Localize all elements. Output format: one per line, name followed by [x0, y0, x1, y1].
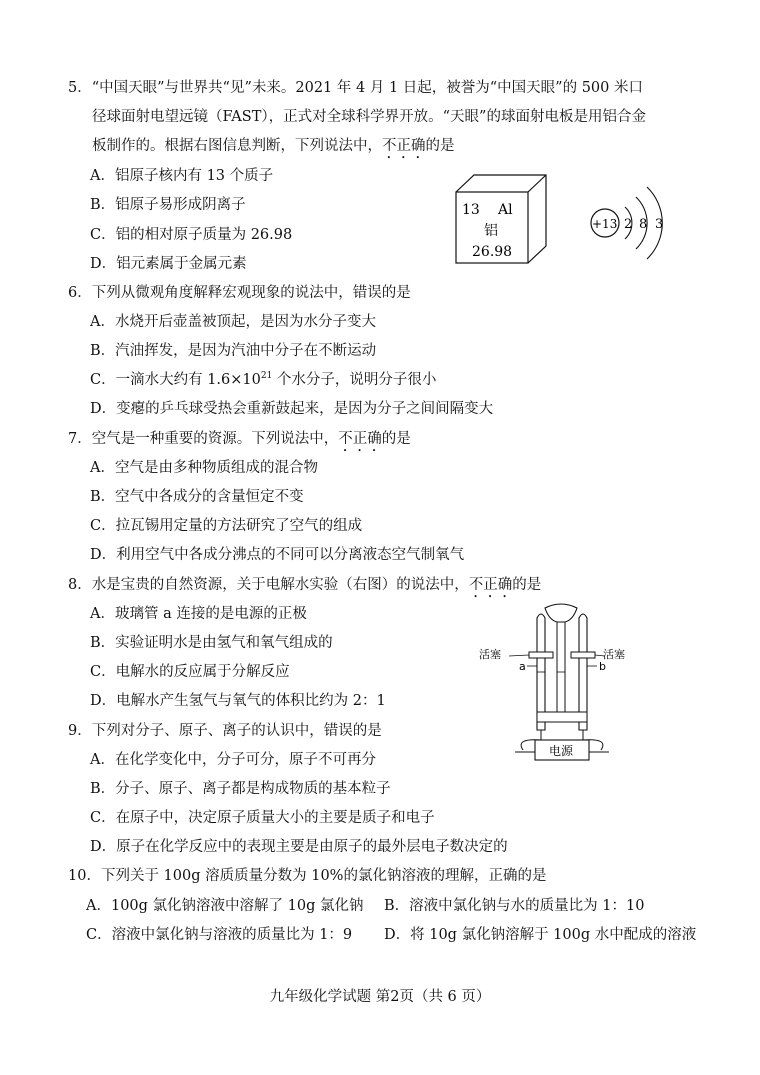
tube-a-label: a	[519, 660, 526, 673]
q6-option-b: B．汽油挥发，是因为汽油中分子在不断运动	[90, 343, 377, 359]
element-symbol: Al	[498, 202, 513, 218]
q7-stem	[68, 429, 411, 455]
q5-stem-line-3	[92, 136, 455, 162]
q8-option-c: C．电解水的反应属于分解反应	[90, 664, 290, 680]
q8-stem-text: 8．水是宝贵的自然资源，关于电解水实验（右图）的说法中，	[68, 577, 469, 593]
tube-b-label: b	[599, 660, 606, 673]
q6-option-c-end: 个水分子，说明分子很小	[272, 372, 437, 388]
q5-option-a: A．铝原子核内有 13 个质子	[90, 168, 274, 184]
power-supply-label: 电源	[549, 744, 574, 758]
q10-option-b: B．溶液中氯化钠与水的质量比为 1：10	[384, 898, 645, 914]
element-name: 铝	[484, 223, 498, 239]
element-number: 13	[462, 202, 480, 218]
q6-option-a: A．水烧开后壶盖被顶起，是因为水分子变大	[90, 314, 376, 330]
q7-stem-end: 的是	[381, 431, 411, 447]
atom-structure-diagram	[585, 175, 675, 270]
q10-option-d: D．将 10g 氯化钠溶解于 100g 水中配成的溶液	[384, 927, 697, 943]
q7-stem-text: 7．空气是一种重要的资源。下列说法中，	[68, 431, 339, 447]
left-valve-label: 活塞	[479, 648, 501, 661]
q9-option-d: D．原子在化学反应中的表现主要是由原子的最外层电子数决定的	[90, 839, 508, 855]
q8-option-d: D．电解水产生氢气与氧气的体积比约为 2：1	[90, 693, 386, 709]
q9-option-b: B．分子、原子、离子都是构成物质的基本粒子	[90, 781, 391, 797]
q8-emphasis: 不正确	[468, 577, 513, 593]
q9-option-c: C．在原子中，决定原子质量大小的主要是质子和电子	[90, 810, 435, 826]
q8-stem-end: 的是	[512, 577, 542, 593]
q7-option-a: A．空气是由多种物质组成的混合物	[90, 460, 318, 476]
element-mass: 26.98	[472, 244, 513, 260]
shell-1-electrons: 2	[624, 217, 633, 232]
shell-3-electrons: 3	[655, 217, 664, 232]
page-footer: 九年级化学试题 第2页（共 6 页）	[269, 989, 491, 1005]
q8-option-a: A．玻璃管 a 连接的是电源的正极	[90, 606, 307, 622]
q9-stem: 9．下列对分子、原子、离子的认识中，错误的是	[68, 723, 382, 739]
q10-stem: 10．下列关于 100g 溶质质量分数为 10%的氯化钠溶液的理解，正确的是	[68, 868, 547, 884]
right-valve-label: 活塞	[603, 648, 625, 661]
q8-stem	[68, 575, 541, 601]
q6-option-c-text: C．一滴水大约有 1.6×10	[90, 372, 261, 388]
shell-2-electrons: 8	[639, 217, 648, 232]
q10-option-c: C．溶液中氯化钠与溶液的质量比为 1：9	[86, 927, 353, 943]
q6-option-c-exponent: 21	[260, 371, 273, 382]
q7-option-d: D．利用空气中各成分沸点的不同可以分离液态空气制氧气	[90, 547, 465, 563]
q5-stem-text: 板制作的。根据右图信息判断，下列说法中，	[92, 138, 382, 154]
q5-option-b: B．铝原子易形成阴离子	[90, 197, 246, 213]
q5-option-d: D．铝元素属于金属元素	[90, 256, 247, 272]
q6-option-c	[90, 370, 436, 390]
q5-stem-end: 的是	[425, 138, 455, 154]
q5-emphasis: 不正确	[382, 138, 426, 154]
q5-stem-line-2: 径球面射电望远镜（FAST），正式对全球科学界开放。“天眼”的球面射电板是用铝合金	[92, 109, 646, 125]
q10-option-a: A．100g 氯化钠溶液中溶解了 10g 氯化钠	[86, 898, 364, 914]
q7-option-b: B．空气中各成分的含量恒定不变	[90, 489, 304, 505]
q9-option-a: A．在化学变化中，分子可分，原子不可再分	[90, 752, 376, 768]
nucleus-charge: +13	[592, 217, 618, 231]
q6-option-d: D．变瘪的乒乓球受热会重新鼓起来，是因为分子之间间隔变大	[90, 401, 494, 417]
element-cell-figure	[452, 172, 552, 267]
q5-stem-line-1: 5．“中国天眼”与世界共“见”未来。2021 年 4 月 1 日起，被誉为“中国天眼”的 500 米口	[68, 80, 643, 96]
electrolysis-apparatus-diagram	[475, 600, 635, 765]
q6-stem: 6．下列从微观角度解释宏观现象的说法中，错误的是	[68, 285, 411, 301]
q5-option-c: C．铝的相对原子质量为 26.98	[90, 227, 293, 243]
q7-option-c: C．拉瓦锡用定量的方法研究了空气的组成	[90, 518, 363, 534]
q8-option-b: B．实验证明水是由氢气和氧气组成的	[90, 635, 333, 651]
q7-emphasis: 不正确	[338, 431, 382, 447]
